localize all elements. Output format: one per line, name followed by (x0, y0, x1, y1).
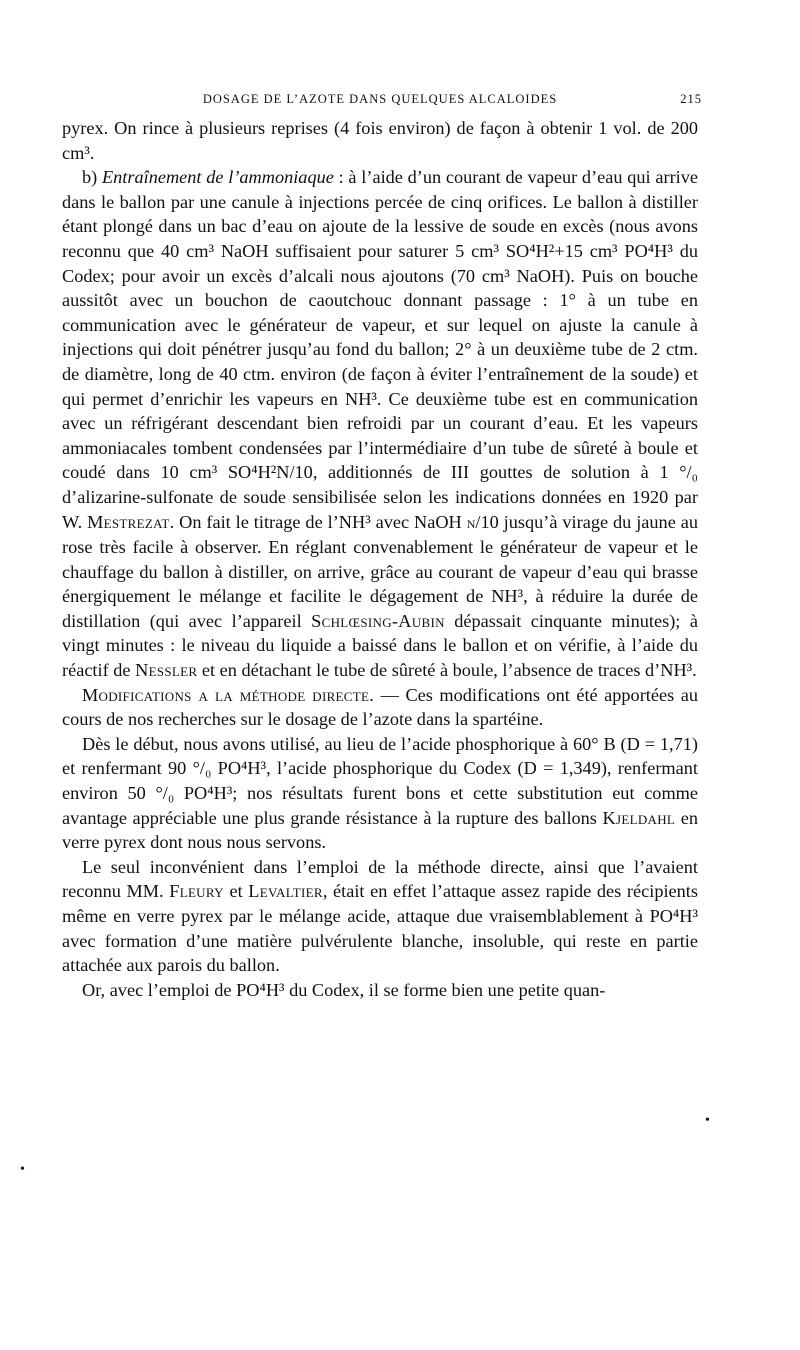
paragraph-5-text-2: , était en effet l’attaque assez rapide des récipients même en verre pyrex par le mélange acide, attaque due vraisemblablement à PO⁴H³ avec formation d’une matière pulvérulente blanche, insoluble, qui reste en partie attachée aux parois du ballon. (62, 881, 698, 976)
margin-mark-right: • (705, 1113, 710, 1128)
paragraph-2-text-3: /10 jusqu’à virage du jaune au rose très facile à observer. En réglant convenablement le générateur de vapeur et le chauffage du ballon à distiller, on arrive, grâce au courant de vapeur d’eau qui brasse énergiquement le mélange et facilite le dégagement de NH³, à réduire la durée de distillation (qui avec l’appareil (62, 511, 699, 631)
paragraph-4-text-2: en verre pyrex dont nous nous servons. (62, 807, 698, 853)
paragraph-5 (62, 855, 698, 978)
author-name-fleury: Fleury (169, 881, 224, 902)
paragraph-4 (62, 732, 698, 855)
page-number: 215 (680, 92, 702, 106)
flask-name: Kjeldahl (602, 807, 676, 828)
paragraph-3-text: — Ces modifications ont été apportées au cours de nos recherches sur le dosage de l’azote dans la spartéine. (62, 684, 698, 730)
paragraph-2-text-2: . On fait le titrage de l’NH³ avec NaOH (169, 511, 467, 532)
paragraph-4-text: Dès le début, nous avons utilisé, au lieu de l’acide phosphorique à 60° B (D = 1,71) et renfermant 90 °/₀ PO⁴H³, l’acide phosphorique du Codex (D = 1,349), renfermant environ 50 °/₀ PO⁴H³; nos résultats furent bons et cette substitution eut comme avantage appréciable une plus grande résistance à la rupture des ballons (62, 733, 698, 828)
running-title: DOSAGE DE L’AZOTE DANS QUELQUES ALCALOIDES (202, 92, 558, 106)
author-name: Mestrezat (87, 511, 170, 532)
section-heading-modifications: Modifications a la méthode directe. (82, 684, 375, 705)
paragraph-2 (62, 165, 698, 682)
reagent-name: Nessler (135, 660, 198, 681)
paragraph-5-conjunction: et (223, 881, 249, 902)
paragraph-6: Or, avec l’emploi de PO⁴H³ du Codex, il se forme bien une petite quan- (82, 979, 606, 1000)
section-heading-ammonia: Entraînement de l’ammoniaque (101, 167, 334, 188)
apparatus-name: Schlœsing-Aubin (311, 610, 445, 631)
item-label: b) (82, 167, 98, 188)
page (62, 92, 702, 1002)
paragraph-2-text-4: dépassait cinquante minutes); à vingt minutes : le niveau du liquide a baissé dans le ballon et on vérifie, à l’aide du réactif de (62, 610, 698, 681)
body-text (62, 116, 698, 1002)
paragraph-2-text-5: et en détachant le tube de sûreté à boule, l’absence de traces d’NH³. (197, 660, 697, 681)
author-name-levaltier: Levaltier (248, 881, 323, 902)
paragraph-5-text: Le seul inconvénient dans l’emploi de la méthode directe, ainsi que l’avaient reconnu MM. (62, 856, 698, 902)
normality-mark: n (466, 512, 476, 532)
paragraph-2-text: : à l’aide d’un courant de vapeur d’eau qui arrive dans le ballon par une canule à injections percée de cinq orifices. Le ballon à distiller étant plongé dans un bac d’eau on ajoute de la lessive de soude en excès (nous avons reconnu que 40 cm³ NaOH suffisaient pour saturer 5 cm³ SO⁴H²+15 cm³ PO⁴H³ du Codex; pour avoir un excès d’alcali nous ajoutons (70 cm³ NaOH). Puis on bouche aussitôt avec un bouchon de caoutchouc donnant passage : 1° à un tube en communication avec le générateur de vapeur, et sur lequel on ajuste la canule à injections qui doit pénétrer jusqu’au fond du ballon; 2° à un deuxième tube de 2 ctm. de diamètre, long de 40 ctm. environ (de façon à éviter l’entraînement de la soude) et qui permet d’enrichir les vapeurs en NH³. Ce deuxième tube est en communication avec un réfrigérant descendant bien refroidi par un courant d’eau. Et les vapeurs ammoniacales tombent condensées par l’intermédiaire d’un tube de sûreté à boule et coudé dans 10 cm³ SO⁴H²N/10, additionnés de III gouttes de solution à 1 °/₀ d’alizarine-sulfonate de soude sensibilisée selon les indications données en 1920 par W. (62, 167, 699, 532)
running-header (62, 92, 702, 116)
paragraph-1: pyrex. On rince à plusieurs reprises (4 fois environ) de façon à obtenir 1 vol. de 200 cm³. (62, 118, 698, 163)
paragraph-3 (62, 683, 698, 732)
margin-mark-left: • (20, 1162, 25, 1177)
